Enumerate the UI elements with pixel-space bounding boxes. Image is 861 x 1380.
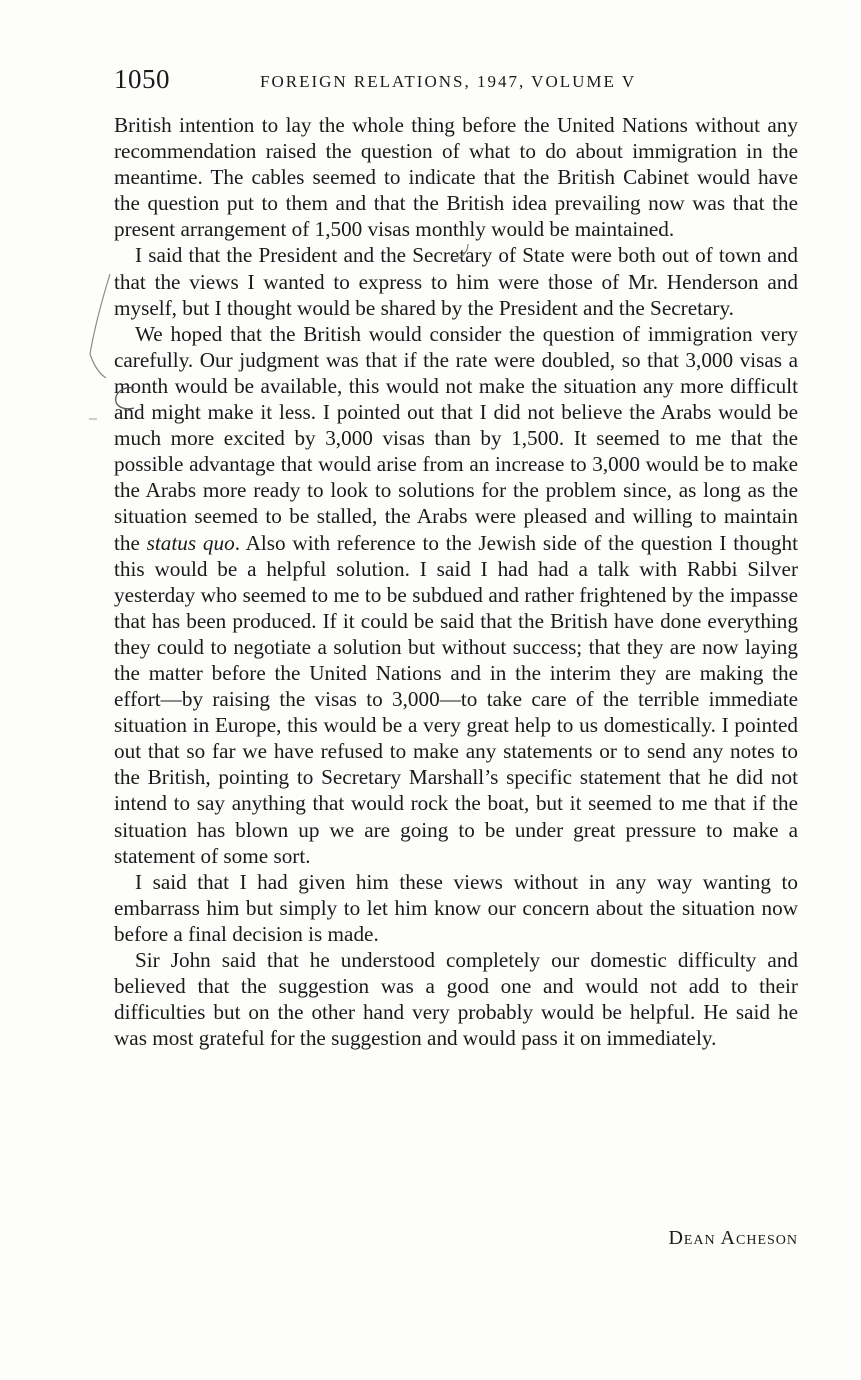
paragraph-3-text-a: We hoped that the British would consider the question of immigration very carefully. Our judgment was that if the rate were doubled, so that 3,000 visas a month would be available, this would not make the situation any more difficult and might make it less. I pointed out that I did not believe the Arabs would be much more excited by 3,000 visas than by 1,500. It seemed to me that the possible advantage that would arise from an increase to 3,000 would be to make the Arabs more ready to look to solutions for the problem since, as long as the situation seemed to be stalled, the Arabs were pleased and willing to maintain the bbox=[114, 321, 798, 555]
signature: Dean Acheson bbox=[668, 1227, 798, 1249]
page-header bbox=[114, 64, 800, 96]
pencil-dot-mark bbox=[88, 416, 98, 422]
paragraph-3-text-b: . Also with reference to the Jewish side of the question I thought this would be a helpful solution. I said I had had a talk with Rabbi Silver yesterday who seemed to me to be subdued and rather frightened by the impasse that has been produced. If it could be said that the British have done everything they could to negotiate a solution but without success; that they are now laying the matter before the United Nations and in the interim they are making the effort—by raising the visas to 3,000—to take care of the terrible immediate situation in Europe, this would be a very great help to us domestically. I pointed out that so far we have refused to make any statements or to send any notes to the British, pointing to Secretary Marshall’s specific statement that he did not intend to say anything that would rock the boat, but it seemed to me that if the situation has blown up we are going to be under great pressure to make a statement of some sort. bbox=[114, 530, 799, 868]
paragraph-1: British intention to lay the whole thing before the United Nations without any recommendation raised the question of what to do about immigration in the meantime. The cables seemed to indicate that the British Cabinet would have the question put to them and that the British idea prevailing now was that the present arrangement of 1,500 visas monthly would be maintained. bbox=[114, 113, 798, 242]
paragraph-2: I said that the President and the Secretary of State were both out of town and that the views I wanted to express to him were those of Mr. Henderson and myself, but I thought would be shared by the President and the Secretary. bbox=[114, 243, 798, 320]
status-quo-italic: status quo bbox=[146, 530, 235, 555]
paragraph-4: I said that I had given him these views without in any way wanting to embarrass him but simply to let him know our concern about the situation now before a final decision is made. bbox=[114, 869, 798, 946]
document-body bbox=[114, 112, 798, 1051]
page-number: 1050 bbox=[114, 64, 170, 94]
running-head: FOREIGN RELATIONS, 1947, VOLUME V bbox=[260, 72, 637, 91]
pencil-bracket-mark bbox=[84, 270, 118, 380]
paragraph-5: Sir John said that he understood completely our domestic difficulty and believed that the suggestion was a good one and would not add to their difficulties but on the other hand very probably would be helpful. He said he was most grateful for the suggestion and would pass it on immediately. bbox=[114, 948, 798, 1051]
paragraph-3 bbox=[114, 321, 798, 869]
